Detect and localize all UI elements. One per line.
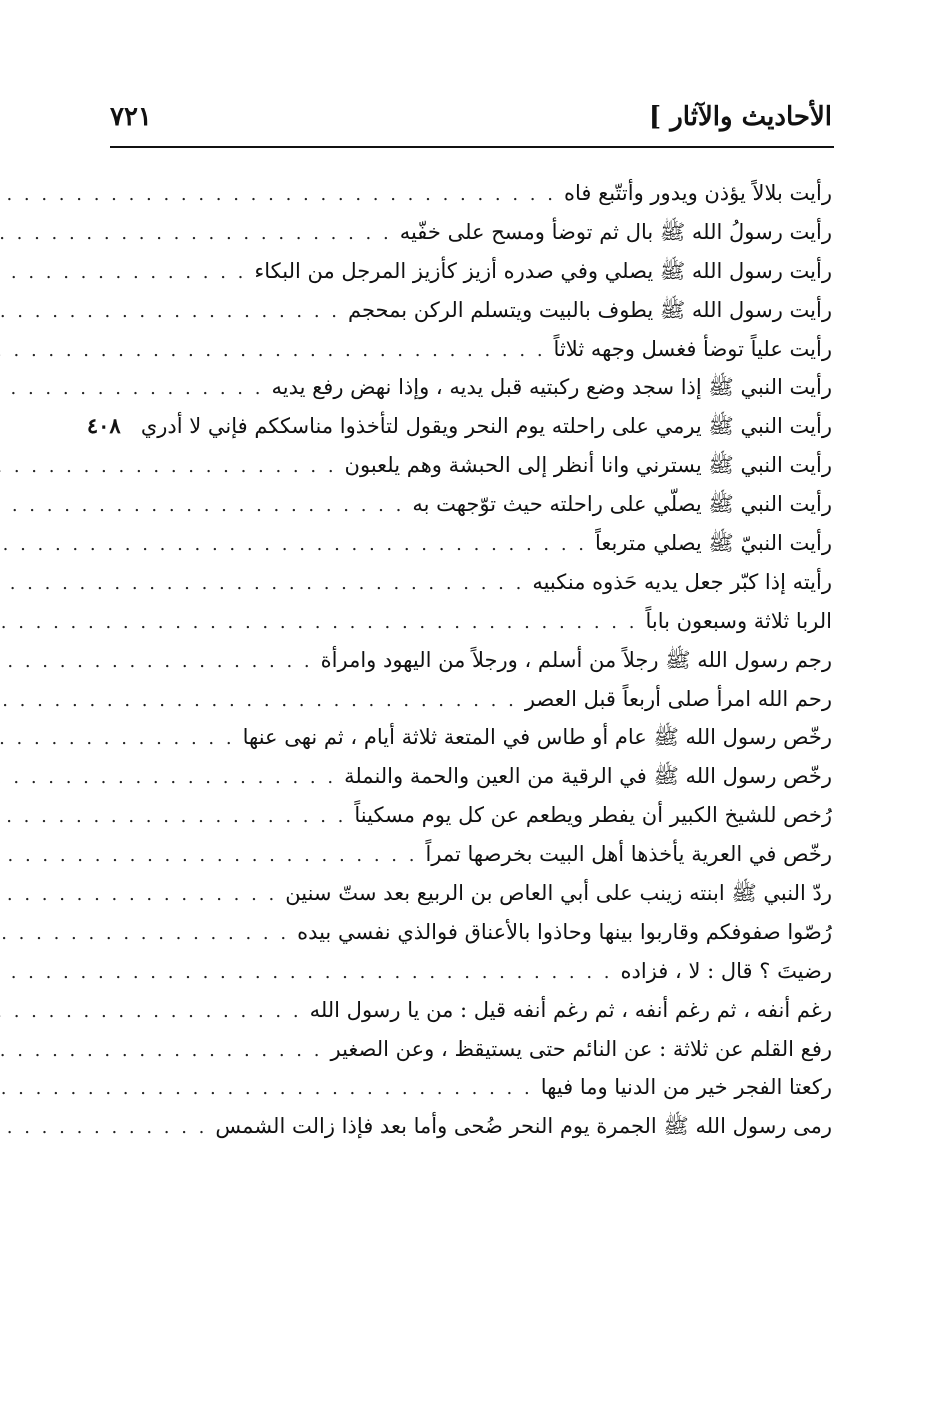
entry-text: رضيتَ ؟ قال : لا ، فزاده bbox=[620, 958, 832, 983]
index-entry bbox=[112, 608, 832, 647]
dot-leader bbox=[0, 301, 340, 322]
entry-text: الربا ثلاثة وسبعون باباً bbox=[645, 608, 832, 633]
index-entry bbox=[112, 802, 832, 841]
index-entry bbox=[112, 1074, 832, 1113]
index-entry bbox=[112, 569, 832, 608]
index-entry bbox=[112, 336, 832, 375]
entry-text: رفع القلم عن ثلاثة : عن النائم حتى يستيقظ ، وعن الصغير bbox=[330, 1036, 832, 1061]
index-entry bbox=[112, 258, 832, 297]
dot-leader bbox=[0, 651, 313, 672]
entry-text: رأيت رسول الله ﷺ يصلي وفي صدره أزيز كأزيز المرجل من البكاء bbox=[254, 258, 832, 283]
dot-leader bbox=[0, 184, 556, 205]
index-entry bbox=[112, 1113, 832, 1152]
dot-leader bbox=[0, 456, 337, 477]
entry-text: ردّ النبي ﷺ ابنته زينب على أبي العاص بن الربيع بعد ستّ سنين bbox=[285, 881, 832, 906]
dot-leader bbox=[0, 1001, 302, 1022]
index-entry bbox=[112, 219, 832, 258]
dot-leader bbox=[0, 728, 235, 749]
page-number: ٧٢١ bbox=[110, 102, 152, 132]
dot-leader bbox=[0, 534, 587, 555]
entry-text: ركعتا الفجر خير من الدنيا وما فيها bbox=[540, 1075, 832, 1100]
page-header bbox=[110, 96, 832, 138]
index-entry bbox=[112, 724, 832, 763]
dot-leader bbox=[0, 495, 404, 516]
entry-text: رُصّوا صفوفكم وقاربوا بينها وحاذوا بالأعناق فوالذي نفسي بيده bbox=[297, 919, 832, 944]
index-entry bbox=[112, 374, 832, 413]
index-entry bbox=[112, 452, 832, 491]
dot-leader bbox=[0, 262, 246, 283]
entry-text: رأيت علياً توضأ فغسل وجهه ثلاثاً bbox=[553, 336, 832, 361]
index-entry bbox=[112, 530, 832, 569]
index-entry bbox=[112, 686, 832, 725]
index-entry bbox=[112, 919, 832, 958]
dot-leader bbox=[0, 340, 546, 361]
entry-text: رأيت رسول الله ﷺ يطوف بالبيت ويتسلم الركن بمحجم bbox=[348, 297, 832, 322]
entry-text: رحم الله امرأ صلى أربعاً قبل العصر bbox=[524, 686, 832, 711]
header-rule bbox=[110, 146, 834, 148]
entry-text: رأيت بلالاً يؤذن ويدور وأتتّبع فاه bbox=[563, 181, 832, 205]
dot-leader bbox=[0, 884, 277, 905]
entry-text: رخّص رسول الله ﷺ عام أو طاس في المتعة ثلاثة أيام ، ثم نهى عنها bbox=[242, 725, 832, 750]
dot-leader bbox=[0, 223, 392, 244]
index-entry bbox=[112, 958, 832, 997]
entry-text: رأيت النبي ﷺ يسترني وانا أنظر إلى الحبشة وهم يلعبون bbox=[344, 453, 832, 478]
entry-text: رأيت النبي ﷺ يرمي على راحلته يوم النحر ويقول لتأخذوا مناسككم فإني لا أدري bbox=[140, 414, 832, 439]
index-entry bbox=[112, 997, 832, 1036]
entry-text: رأيت النبي ﷺ يصلّي على راحلته حيث توّجهت به bbox=[412, 492, 832, 517]
index-entry bbox=[112, 647, 832, 686]
entry-page-number: ٤٠٨ bbox=[86, 413, 121, 439]
index-entry bbox=[112, 763, 832, 802]
dot-leader bbox=[0, 962, 613, 983]
index-list bbox=[86, 180, 832, 1152]
index-entry bbox=[86, 413, 832, 452]
dot-leader bbox=[0, 806, 346, 827]
dot-leader bbox=[0, 573, 524, 594]
dot-leader bbox=[0, 1040, 322, 1061]
index-entry bbox=[112, 880, 832, 919]
dot-leader bbox=[0, 378, 263, 399]
entry-text: رخّص في العرية يأخذها أهل البيت بخرصها تمراً bbox=[425, 842, 832, 867]
running-title: الأحاديث والآثار ] bbox=[648, 102, 832, 132]
dot-leader bbox=[0, 612, 637, 633]
entry-text: رخّص رسول الله ﷺ في الرقية من العين والحمة والنملة bbox=[344, 764, 832, 789]
entry-text: رأيت النبيّ ﷺ يصلي متربعاً bbox=[595, 531, 832, 556]
index-entry bbox=[112, 491, 832, 530]
entry-text: رأيت النبي ﷺ إذا سجد وضع ركبتيه قبل يديه ، وإذا نهض رفع يديه bbox=[271, 375, 832, 400]
entry-text: رُخص للشيخ الكبير أن يفطر ويطعم عن كل يوم مسكيناً bbox=[354, 803, 832, 828]
index-entry bbox=[112, 841, 832, 880]
dot-leader bbox=[0, 1117, 207, 1138]
dot-leader bbox=[0, 845, 417, 866]
index-entry bbox=[112, 180, 832, 219]
dot-leader bbox=[0, 923, 289, 944]
dot-leader bbox=[0, 767, 336, 788]
entry-text: رجم رسول الله ﷺ رجلاً من أسلم ، ورجلاً من اليهود وامرأة bbox=[320, 647, 832, 672]
entry-text: رأيته إذا كبّر جعل يديه حَذوه منكبيه bbox=[532, 569, 832, 594]
index-entry bbox=[112, 1036, 832, 1075]
entry-text: رأيت رسولُ الله ﷺ بال ثم توضأ ومسح على خفّيه bbox=[399, 219, 832, 244]
dot-leader bbox=[0, 1078, 533, 1099]
entry-text: رغم أنفه ، ثم رغم أنفه ، ثم رغم أنفه قيل : من يا رسول الله bbox=[309, 997, 832, 1022]
dot-leader bbox=[0, 690, 517, 711]
entry-text: رمى رسول الله ﷺ الجمرة يوم النحر ضُحى وأما بعد فإذا زالت الشمس bbox=[215, 1114, 832, 1139]
index-entry bbox=[112, 297, 832, 336]
